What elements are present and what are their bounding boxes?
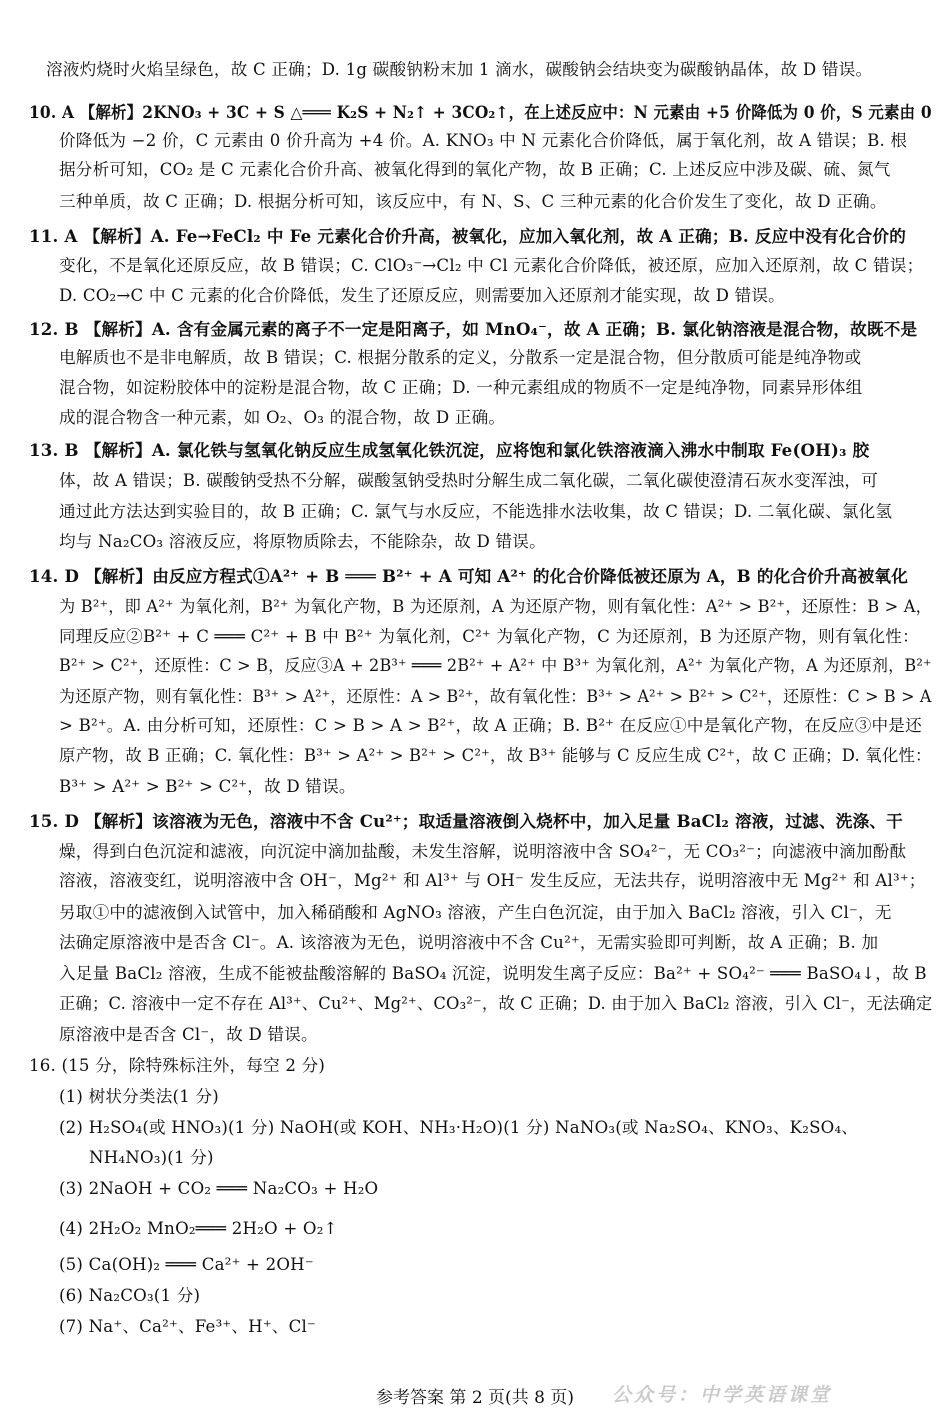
answer-line: (6) Na₂CO₃(1 分) [59, 1286, 201, 1305]
text-line: 原产物，故 B 正确；C. 氧化性：B³⁺ > A²⁺ > B²⁺ > C²⁺，故 B³⁺ 能够与 C 反应生成 C²⁺，故 C 正确；D. 氧化性： [59, 746, 932, 765]
text-line: 燥，得到白色沉淀和滤液，向沉淀中滴加盐酸，未发生溶解，说明溶液中含 SO₄²⁻，无 CO₃²⁻；向滤液中滴加酚酞 [59, 842, 907, 861]
text-line: > B²⁺。A. 由分析可知，还原性：C > B > A > B²⁺，故 A 正确；B. B²⁺ 在反应①中是氧化产物，在反应③中是还 [59, 716, 922, 735]
text-line: B³⁺ > A²⁺ > B²⁺ > C²⁺，故 D 错误。 [59, 777, 356, 796]
q12-line: 12. B 【解析】A. 含有金属元素的离子不一定是阳离子，如 MnO₄⁻，故 A 正确；B. 氯化钠溶液是混合物，故既不是 [29, 319, 918, 339]
text-line: 为 B²⁺，即 A²⁺ 为氧化剂，B²⁺ 为氧化产物，B 为还原剂，A 为还原产物，则有氧化性：A²⁺ > B²⁺，还原性：B > A， [59, 597, 933, 616]
q15-line: 15. D 【解析】该溶液为无色，溶液中不含 Cu²⁺；取适量溶液倒入烧杯中，加入足量 BaCl₂ 溶液，过滤、洗涤、干 [29, 811, 903, 831]
text-line: 成的混合物含一种元素，如 O₂、O₃ 的混合物，故 D 正确。 [59, 408, 506, 427]
text-line: 三种单质，故 C 正确；D. 根据分析可知，该反应中，有 N、S、C 三种元素的化合价发生了变化，故 D 正确。 [59, 192, 887, 211]
text-line: 另取①中的滤液倒入试管中，加入稀硝酸和 AgNO₃ 溶液，产生白色沉淀，由于加入 BaCl₂ 溶液，引入 Cl⁻，无 [59, 903, 892, 922]
text-line: B²⁺ > C²⁺，还原性：C > B，反应③A + 2B³⁺ ═══ 2B²⁺ + A²⁺ 中 B³⁺ 为氧化剂，A²⁺ 为氧化产物，A 为还原剂，B²⁺ [59, 656, 932, 675]
text-line: 为还原产物，则有氧化性：B³⁺ > A²⁺，还原性：A > B²⁺，故有氧化性：B³⁺ > A²⁺ > B²⁺ > C²⁺，还原性：C > B > A [59, 687, 932, 706]
answer-line: (7) Na⁺、Ca²⁺、Fe³⁺、H⁺、Cl⁻ [59, 1317, 316, 1336]
text-line: 入足量 BaCl₂ 溶液，生成不能被盐酸溶解的 BaSO₄ 沉淀，说明发生离子反应：Ba²⁺ + SO₄²⁻ ═══ BaSO₄↓，故 B [59, 964, 927, 983]
text-line: 体，故 A 错误；B. 碳酸钠受热不分解，碳酸氢钠受热时分解生成二氧化碳，二氧化碳使澄清石灰水变浑浊，可 [59, 471, 878, 490]
answer-line: (1) 树状分类法(1 分) [59, 1087, 219, 1106]
q16-header: 16. (15 分，除特殊标注外，每空 2 分) [29, 1056, 326, 1075]
text-line: 据分析可知，CO₂ 是 C 元素化合价升高、被氧化得到的氧化产物，故 B 正确；C. 上述反应中涉及碳、硫、氮气 [59, 160, 891, 179]
text-line: 溶液，溶液变红，说明溶液中含 OH⁻，Mg²⁺ 和 Al³⁺ 与 OH⁻ 发生反应，无法共存，说明溶液中无 Mg²⁺ 和 Al³⁺； [59, 871, 926, 890]
text-line: 均与 Na₂CO₃ 溶液反应，将原物质除去，不能除杂，故 D 错误。 [59, 532, 546, 551]
text-line: 正确；C. 溶液中一定不存在 Al³⁺、Cu²⁺、Mg²⁺、CO₃²⁻，故 C 正确；D. 由于加入 BaCl₂ 溶液，引入 Cl⁻，无法确定 [59, 994, 933, 1013]
text-line: 电解质也不是非电解质，故 B 错误；C. 根据分散系的定义，分散系一定是混合物，但分散质可能是纯净物或 [59, 348, 862, 367]
text-line: 原溶液中是否含 Cl⁻，故 D 错误。 [59, 1025, 318, 1044]
text-line: 混合物，如淀粉胶体中的淀粉是混合物，故 C 正确；D. 一种元素组成的物质不一定是纯净物，同素异形体组 [59, 378, 863, 397]
answer-line: (4) 2H₂O₂ MnO₂═══ 2H₂O + O₂↑ [59, 1219, 338, 1238]
text-line: 法确定原溶液中是否含 Cl⁻。A. 该溶液为无色，说明溶液中不含 Cu²⁺，无需实验即可判断，故 A 正确；B. 加 [59, 933, 879, 952]
answer-line: (2) H₂SO₄(或 HNO₃)(1 分) NaOH(或 KOH、NH₃·H₂O)(1 分) NaNO₃(或 Na₂SO₄、KNO₃、K₂SO₄、 [59, 1118, 859, 1137]
text-line: 变化，不是氧化还原反应，故 B 错误；C. ClO₃⁻→Cl₂ 中 Cl 元素化合价降低，被还原，应加入还原剂，故 C 错误； [59, 256, 924, 275]
text-line: 价降低为 −2 价，C 元素由 0 价升高为 +4 价。A. KNO₃ 中 N 元素化合价降低，属于氧化剂，故 A 错误；B. 根 [59, 131, 908, 150]
text-line: 溶液灼烧时火焰呈绿色，故 C 正确；D. 1g 碳酸钠粉末加 1 滴水，碳酸钠会结块变为碳酸钠晶体，故 D 错误。 [46, 60, 873, 79]
watermark: 公众号：中学英语课堂 [612, 1384, 833, 1406]
answer-line: NH₄NO₃)(1 分) [89, 1148, 214, 1167]
answer-line: (3) 2NaOH + CO₂ ═══ Na₂CO₃ + H₂O [59, 1179, 379, 1198]
text-line: 通过此方法达到实验目的，故 B 正确；C. 氯气与水反应，不能选排水法收集，故 C 错误；D. 二氧化碳、氯化氢 [59, 502, 893, 521]
answer-line: (5) Ca(OH)₂ ═══ Ca²⁺ + 2OH⁻ [59, 1255, 314, 1274]
q11-line: 11. A 【解析】A. Fe→FeCl₂ 中 Fe 元素化合价升高，被氧化，应加入氧化剂，故 A 正确；B. 反应中没有化合价的 [29, 226, 907, 246]
page-footer: 参考答案 第 2 页(共 8 页) [376, 1388, 574, 1408]
q14-line: 14. D 【解析】由反应方程式①A²⁺ + B ═══ B²⁺ + A 可知 A²⁺ 的化合价降低被还原为 A，B 的化合价升高被氧化 [29, 566, 908, 586]
text-line: 同理反应②B²⁺ + C ═══ C²⁺ + B 中 B²⁺ 为氧化剂，C²⁺ 为氧化产物，C 为还原剂，B 为还原产物，则有氧化性： [59, 627, 919, 646]
q10-line: 10. A 【解析】2KNO₃ + 3C + S △═══ K₂S + N₂↑ + 3CO₂↑，在上述反应中：N 元素由 +5 价降低为 0 价，S 元素由 0 [29, 102, 932, 122]
q13-line: 13. B 【解析】A. 氯化铁与氢氧化钠反应生成氢氧化铁沉淀，应将饱和氯化铁溶液滴入沸水中制取 Fe(OH)₃ 胶 [29, 440, 870, 460]
text-line: D. CO₂→C 中 C 元素的化合价降低，发生了还原反应，则需要加入还原剂才能实现，故 D 错误。 [59, 286, 785, 305]
